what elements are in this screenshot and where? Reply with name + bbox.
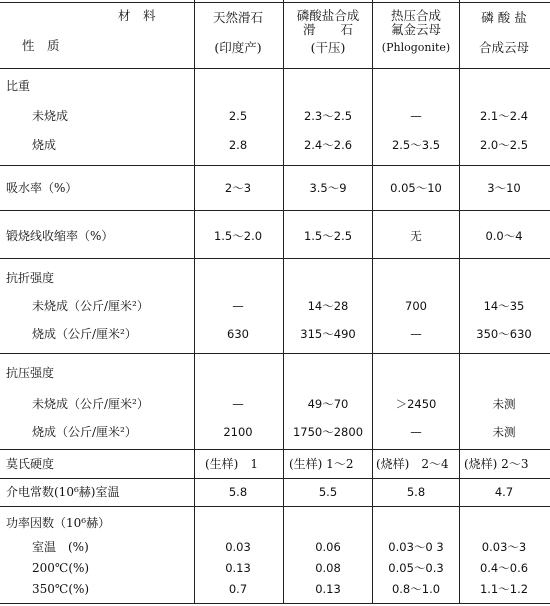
row-divider bbox=[0, 353, 550, 354]
row-label-specific-gravity: 比重 bbox=[6, 79, 31, 93]
table-cell: 2～3 bbox=[224, 181, 252, 195]
row-divider bbox=[0, 506, 550, 507]
header-col1-line2: (印度产) bbox=[214, 40, 262, 55]
table-cell: 0.03 bbox=[225, 540, 251, 554]
table-cell: — bbox=[410, 425, 422, 439]
row-label-room-temp: 室温 (%) bbox=[32, 540, 89, 554]
table-cell: 0.0～4 bbox=[485, 229, 523, 243]
table-cell: 2.3～2.5 bbox=[303, 109, 353, 123]
table-cell: 315～490 bbox=[300, 327, 356, 341]
row-divider bbox=[0, 478, 550, 479]
table-cell: 2.0～2.5 bbox=[479, 138, 529, 152]
table-cell: 2.5～3.5 bbox=[391, 138, 441, 152]
table-top-border bbox=[0, 2, 550, 3]
table-cell: 5.8 bbox=[406, 485, 426, 499]
table-cell: 3～10 bbox=[487, 181, 521, 195]
table-cell: 无 bbox=[410, 229, 422, 243]
row-label-power-factor: 功率因数（10⁶赫） bbox=[6, 516, 111, 530]
row-divider bbox=[0, 449, 550, 450]
table-cell: 0.7 bbox=[228, 582, 248, 596]
table-cell: 2.8 bbox=[228, 138, 248, 152]
table-cell: 1.5～2.0 bbox=[213, 229, 263, 243]
table-cell: — bbox=[232, 299, 244, 313]
table-cell: 0.06 bbox=[315, 540, 341, 554]
table-cell: 3.5～9 bbox=[309, 181, 347, 195]
row-label-200c: 200℃(%) bbox=[32, 561, 90, 575]
table-cell: 2.1～2.4 bbox=[479, 109, 529, 123]
row-label-flexural-strength: 抗折强度 bbox=[6, 271, 55, 285]
table-cell: 5.5 bbox=[318, 485, 338, 499]
column-divider bbox=[194, 0, 195, 604]
table-cell: 未测 bbox=[492, 397, 516, 411]
table-cell: 700 bbox=[405, 299, 427, 313]
table-cell: — bbox=[410, 327, 422, 341]
row-label-mohs-hardness: 莫氏硬度 bbox=[6, 457, 55, 471]
table-bottom-border bbox=[0, 603, 550, 604]
table-cell: (生样) 1～2 bbox=[289, 457, 354, 471]
table-cell: 630 bbox=[227, 327, 249, 341]
row-divider bbox=[0, 258, 550, 259]
table-cell: 0.03～3 bbox=[481, 540, 527, 554]
table-cell: 1.5～2.5 bbox=[303, 229, 353, 243]
table-cell: (生样) 1 bbox=[205, 457, 258, 471]
row-label-shrinkage: 锻烧线收缩率（%） bbox=[6, 229, 114, 243]
table-cell: 0.8～1.0 bbox=[391, 582, 441, 596]
table-cell: 1750～2800 bbox=[292, 425, 364, 439]
row-divider bbox=[0, 210, 550, 211]
table-cell: 0.08 bbox=[315, 561, 341, 575]
table-cell: (烧样) 2～3 bbox=[464, 457, 529, 471]
table-cell: 4.7 bbox=[494, 485, 514, 499]
header-col3-line1: 热压合成 bbox=[390, 8, 442, 23]
row-label-350c: 350℃(%) bbox=[32, 582, 90, 596]
table-cell: 2.4～2.6 bbox=[303, 138, 353, 152]
column-divider bbox=[372, 0, 373, 604]
header-col2-line1: 磷酸盐合成 bbox=[296, 8, 360, 23]
row-label-compressive-strength: 抗压强度 bbox=[6, 366, 55, 380]
row-label-unfired: 未烧成（公斤/厘米²） bbox=[32, 299, 149, 313]
row-label-water-absorption: 吸水率（%） bbox=[6, 181, 78, 195]
table-cell: — bbox=[410, 109, 422, 123]
table-cell: 0.13 bbox=[225, 561, 251, 575]
header-col3-line2: 氟金云母 bbox=[390, 22, 442, 37]
header-corner-property: 性 质 bbox=[22, 38, 60, 53]
column-divider bbox=[283, 0, 284, 604]
row-divider bbox=[0, 165, 550, 166]
table-cell: 5.8 bbox=[228, 485, 248, 499]
table-cell: 0.03～0 3 bbox=[388, 540, 444, 554]
row-label-fired: 烧成（公斤/厘米²） bbox=[32, 425, 137, 439]
table-cell: 2100 bbox=[223, 425, 253, 439]
header-col3-line3: (Phlogonite) bbox=[381, 41, 451, 54]
header-col2-line3: (干压) bbox=[310, 40, 346, 55]
table-cell: 14～35 bbox=[483, 299, 525, 313]
table-cell: 1.1～1.2 bbox=[479, 582, 529, 596]
row-label-fired: 烧成 bbox=[32, 138, 57, 152]
header-corner-material: 材 料 bbox=[118, 8, 156, 23]
table-cell: — bbox=[232, 397, 244, 411]
row-label-dielectric-constant: 介电常数(10⁶赫)室温 bbox=[6, 485, 120, 499]
header-col4-line2: 合成云母 bbox=[478, 40, 530, 55]
table-cell: 350～630 bbox=[476, 327, 532, 341]
table-cell: 0.13 bbox=[315, 582, 341, 596]
table-cell: (烧样) 2～4 bbox=[376, 457, 449, 471]
row-label-fired: 烧成（公斤/厘米²） bbox=[32, 327, 137, 341]
table-cell: 0.05～10 bbox=[390, 181, 442, 195]
table-cell: 0.05～0.3 bbox=[388, 561, 444, 575]
table-cell: ＞2450 bbox=[395, 397, 437, 411]
row-label-unfired: 未烧成 bbox=[32, 109, 69, 123]
table-cell: 0.4～0.6 bbox=[479, 561, 529, 575]
column-divider bbox=[459, 0, 460, 604]
header-col4-line1: 磷 酸 盐 bbox=[481, 10, 527, 25]
header-divider bbox=[0, 68, 550, 69]
header-col1-line1: 天然滑石 bbox=[212, 10, 264, 25]
row-label-unfired: 未烧成（公斤/厘米²） bbox=[32, 397, 149, 411]
table-cell: 49～70 bbox=[307, 397, 349, 411]
table-cell: 14～28 bbox=[307, 299, 349, 313]
table-cell: 未测 bbox=[492, 425, 516, 439]
table-cell: 2.5 bbox=[228, 109, 248, 123]
header-col2-line2: 滑 石 bbox=[302, 22, 354, 37]
